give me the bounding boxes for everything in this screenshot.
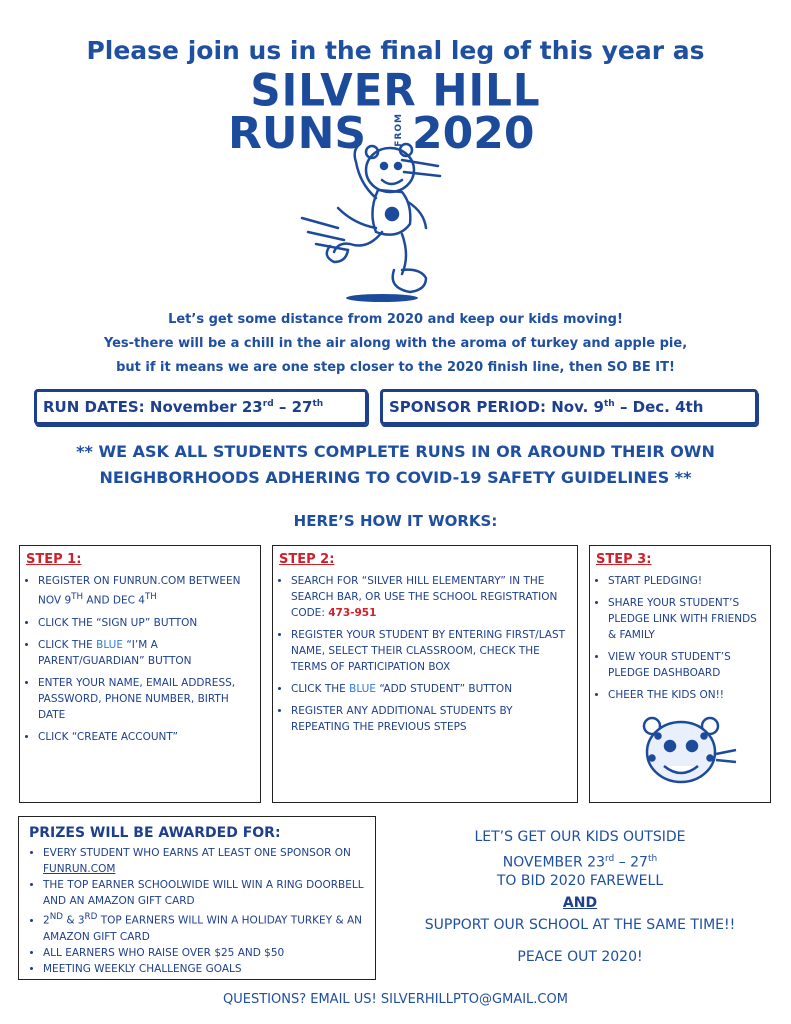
tagline-line-2: Yes-there will be a chill in the air along with the aroma of turkey and apple pie, — [103, 336, 688, 351]
step-2-title: STEP 2: — [279, 552, 335, 567]
list-item: • START PLEDGING! — [608, 573, 764, 589]
list-item: • MEETING WEEKLY CHALLENGE GOALS — [43, 961, 369, 977]
registration-code: 473-951 — [328, 607, 377, 619]
closing-line-1: LET’S GET OUR KIDS OUTSIDE — [474, 829, 686, 845]
covid-notice-line-1: ** WE ASK ALL STUDENTS COMPLETE RUNS IN OR AROUND THEIR OWN — [76, 442, 715, 461]
closing-line-2-sup-2: th — [647, 854, 658, 864]
list-item: • CLICK “CREATE ACCOUNT” — [38, 729, 254, 745]
closing-and: AND — [562, 895, 598, 911]
closing-line-5: SUPPORT OUR SCHOOL AT THE SAME TIME!! — [424, 917, 736, 933]
step-1-item-1-sup-1: TH — [71, 592, 84, 602]
closing-line-2a: NOVEMBER 23 — [502, 854, 605, 871]
list-item — [43, 845, 369, 877]
step-1-list — [20, 573, 260, 745]
prizes-list — [19, 845, 375, 977]
run-dates-box — [34, 389, 368, 425]
funrun-link[interactable]: FUNRUN.COM — [43, 863, 116, 875]
step-3-list — [590, 573, 770, 703]
brand-year: 2020 — [412, 108, 535, 159]
step-1-box — [19, 545, 261, 803]
run-dates-label: RUN DATES: November 23 — [43, 398, 263, 416]
closing-line-2b: – 27 — [614, 854, 648, 871]
step-3-box — [589, 545, 771, 803]
sponsor-period-sup: th — [604, 399, 615, 409]
list-item: • REGISTER YOUR STUDENT BY ENTERING FIRST/LAST NAME, SELECT THEIR CLASSROOM, CHECK THE TERMS OF PARTICIPATION BOX — [291, 627, 571, 675]
running-jaguar-mascot-icon — [298, 132, 448, 304]
closing-line-2-sup-1: rd — [604, 854, 615, 864]
sponsor-period-end: – Dec. 4th — [614, 398, 704, 416]
how-it-works-title: HERE’S HOW IT WORKS: — [293, 512, 498, 530]
prize-3a: 2 — [43, 914, 50, 927]
step-1-item-3-blue: BLUE — [96, 638, 123, 651]
list-item — [291, 681, 571, 697]
list-item: • ALL EARNERS WHO RAISE OVER $25 AND $50 — [43, 945, 369, 961]
step-1-item-3a: CLICK THE — [38, 638, 97, 651]
step-2-list — [273, 573, 577, 735]
prizes-box — [18, 816, 376, 980]
step-1-item-1b: AND DEC 4 — [83, 594, 145, 607]
step-1-item-3b: “I’M A PARENT/GUARDIAN” BUTTON — [38, 638, 192, 667]
run-dates-sup-1: rd — [262, 399, 274, 409]
list-item: • VIEW YOUR STUDENT’S PLEDGE DASHBOARD — [608, 649, 764, 681]
run-dates-sup-2: th — [312, 399, 324, 409]
list-item: • REGISTER ANY ADDITIONAL STUDENTS BY REPEATING THE PREVIOUS STEPS — [291, 703, 571, 735]
list-item: • THE TOP EARNER SCHOOLWIDE WILL WIN A RING DOORBELL AND AN AMAZON GIFT CARD — [43, 877, 369, 909]
tagline-line-1: Let’s get some distance from 2020 and keep our kids moving! — [168, 312, 623, 327]
jaguar-head-mascot-icon — [638, 714, 738, 790]
step-2-item-3-blue: BLUE — [349, 683, 376, 695]
list-item — [291, 573, 571, 621]
run-dates-mid: – 27 — [273, 398, 313, 416]
brand-silver-hill: SILVER HILL — [250, 64, 541, 117]
covid-notice-line-2: NEIGHBORHOODS ADHERING TO COVID-19 SAFETY GUIDELINES ** — [99, 468, 692, 487]
sponsor-period-label: SPONSOR PERIOD: Nov. 9 — [389, 398, 604, 416]
list-item: • SHARE YOUR STUDENT’S PLEDGE LINK WITH FRIENDS & FAMILY — [608, 595, 764, 643]
prize-3-sup-2: RD — [84, 912, 98, 922]
list-item: • ENTER YOUR NAME, EMAIL ADDRESS, PASSWORD, PHONE NUMBER, BIRTH DATE — [38, 675, 254, 723]
step-2-box — [272, 545, 578, 803]
closing-line-4 — [380, 892, 780, 914]
closing-line-6: PEACE OUT 2020! — [517, 949, 643, 965]
step-2-item-3b: “ADD STUDENT” BUTTON — [375, 683, 513, 695]
list-item: • CHEER THE KIDS ON!! — [608, 687, 764, 703]
list-item — [43, 909, 369, 945]
step-2-item-3a: CLICK THE — [291, 683, 350, 695]
brand-runs: RUNS — [228, 108, 367, 159]
prize-3c: TOP EARNERS WILL WIN A HOLIDAY TURKEY & AN AMAZON GIFT CARD — [43, 914, 363, 943]
step-1-title: STEP 1: — [26, 552, 82, 567]
prize-1a: EVERY STUDENT WHO EARNS AT LEAST ONE SPONSOR ON — [43, 847, 351, 859]
prize-3-sup-1: ND — [49, 912, 63, 922]
prizes-title: PRIZES WILL BE AWARDED FOR: — [29, 825, 281, 841]
step-1-item-1-sup-2: TH — [144, 592, 157, 602]
prize-3b: & 3 — [62, 914, 85, 927]
list-item — [38, 637, 254, 669]
footer-contact: QUESTIONS? EMAIL US! SILVERHILLPTO@GMAIL.COM — [223, 992, 568, 1007]
list-item: • CLICK THE “SIGN UP” BUTTON — [38, 615, 254, 631]
step-1-item-1a: REGISTER ON FUNRUN.COM BETWEEN NOV 9 — [38, 575, 241, 607]
sponsor-period-box — [380, 389, 758, 425]
brand-from: FROM — [394, 113, 404, 147]
list-item — [38, 573, 254, 609]
step-3-title: STEP 3: — [596, 552, 652, 567]
intro-text: Please join us in the final leg of this year as — [86, 36, 705, 65]
step-2-item-1a: SEARCH FOR “SILVER HILL ELEMENTARY” IN THE SEARCH BAR, OR USE THE SCHOOL REGISTRATION CODE: — [291, 575, 558, 619]
closing-line-3: TO BID 2020 FAREWELL — [496, 873, 664, 889]
tagline-line-3: but if it means we are one step closer to the 2020 finish line, then SO BE IT! — [116, 360, 675, 375]
